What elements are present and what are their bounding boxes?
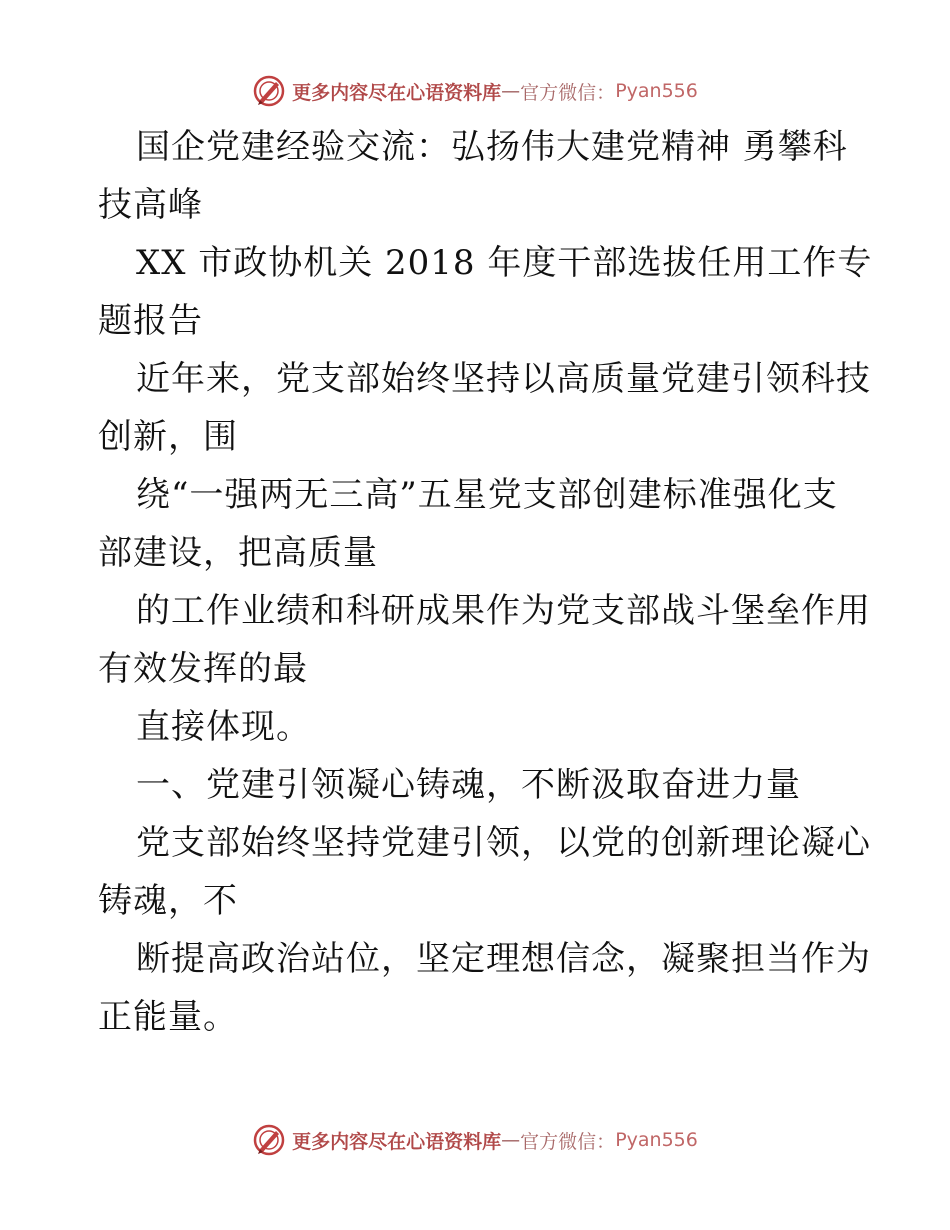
- header-watermark: [0, 71, 950, 111]
- pen-logo-icon: [252, 1123, 286, 1157]
- subtitle-line-2: 题报告: [98, 301, 203, 341]
- paragraph-line: 直接体现。: [136, 707, 311, 747]
- paragraph-line: 创新，围: [98, 417, 238, 457]
- title-line-2: 技高峰: [98, 185, 203, 225]
- watermark-brand: 更多内容尽在心语资料库: [292, 1130, 502, 1153]
- footer-watermark: [0, 1120, 950, 1160]
- watermark-brand: 更多内容尽在心语资料库: [292, 81, 502, 104]
- paragraph-line: 绕“一强两无三高”五星党支部创建标准强化支: [136, 475, 838, 515]
- paragraph-line: 有效发挥的最: [98, 649, 308, 689]
- paragraph-line: 正能量。: [98, 997, 238, 1037]
- watermark-dash: —: [501, 80, 521, 102]
- paragraph-line: 断提高政治站位，坚定理想信念，凝聚担当作为: [136, 939, 871, 979]
- watermark-wechat: Pyan556: [615, 80, 698, 102]
- paragraph-line: 近年来，党支部始终坚持以高质量党建引领科技: [136, 359, 871, 399]
- paragraph-line: 部建设，把高质量: [98, 533, 378, 573]
- paragraph-line: 铸魂，不: [98, 881, 238, 921]
- paragraph-line: 的工作业绩和科研成果作为党支部战斗堡垒作用: [136, 591, 871, 631]
- watermark-contact: 官方微信：: [520, 1130, 616, 1153]
- pen-logo-icon: [252, 74, 286, 108]
- title-line-1: 国企党建经验交流：弘扬伟大建党精神 勇攀科: [136, 127, 848, 167]
- document-body: [98, 118, 873, 1046]
- watermark-contact: 官方微信：: [520, 81, 616, 104]
- paragraph-line: 党支部始终坚持党建引领，以党的创新理论凝心: [136, 823, 871, 863]
- watermark-dash: —: [501, 1129, 521, 1151]
- watermark-wechat: Pyan556: [615, 1129, 698, 1151]
- section-heading: 一、党建引领凝心铸魂，不断汲取奋进力量: [136, 765, 801, 805]
- subtitle-line-1: XX 市政协机关 2018 年度干部选拔任用工作专: [136, 243, 873, 283]
